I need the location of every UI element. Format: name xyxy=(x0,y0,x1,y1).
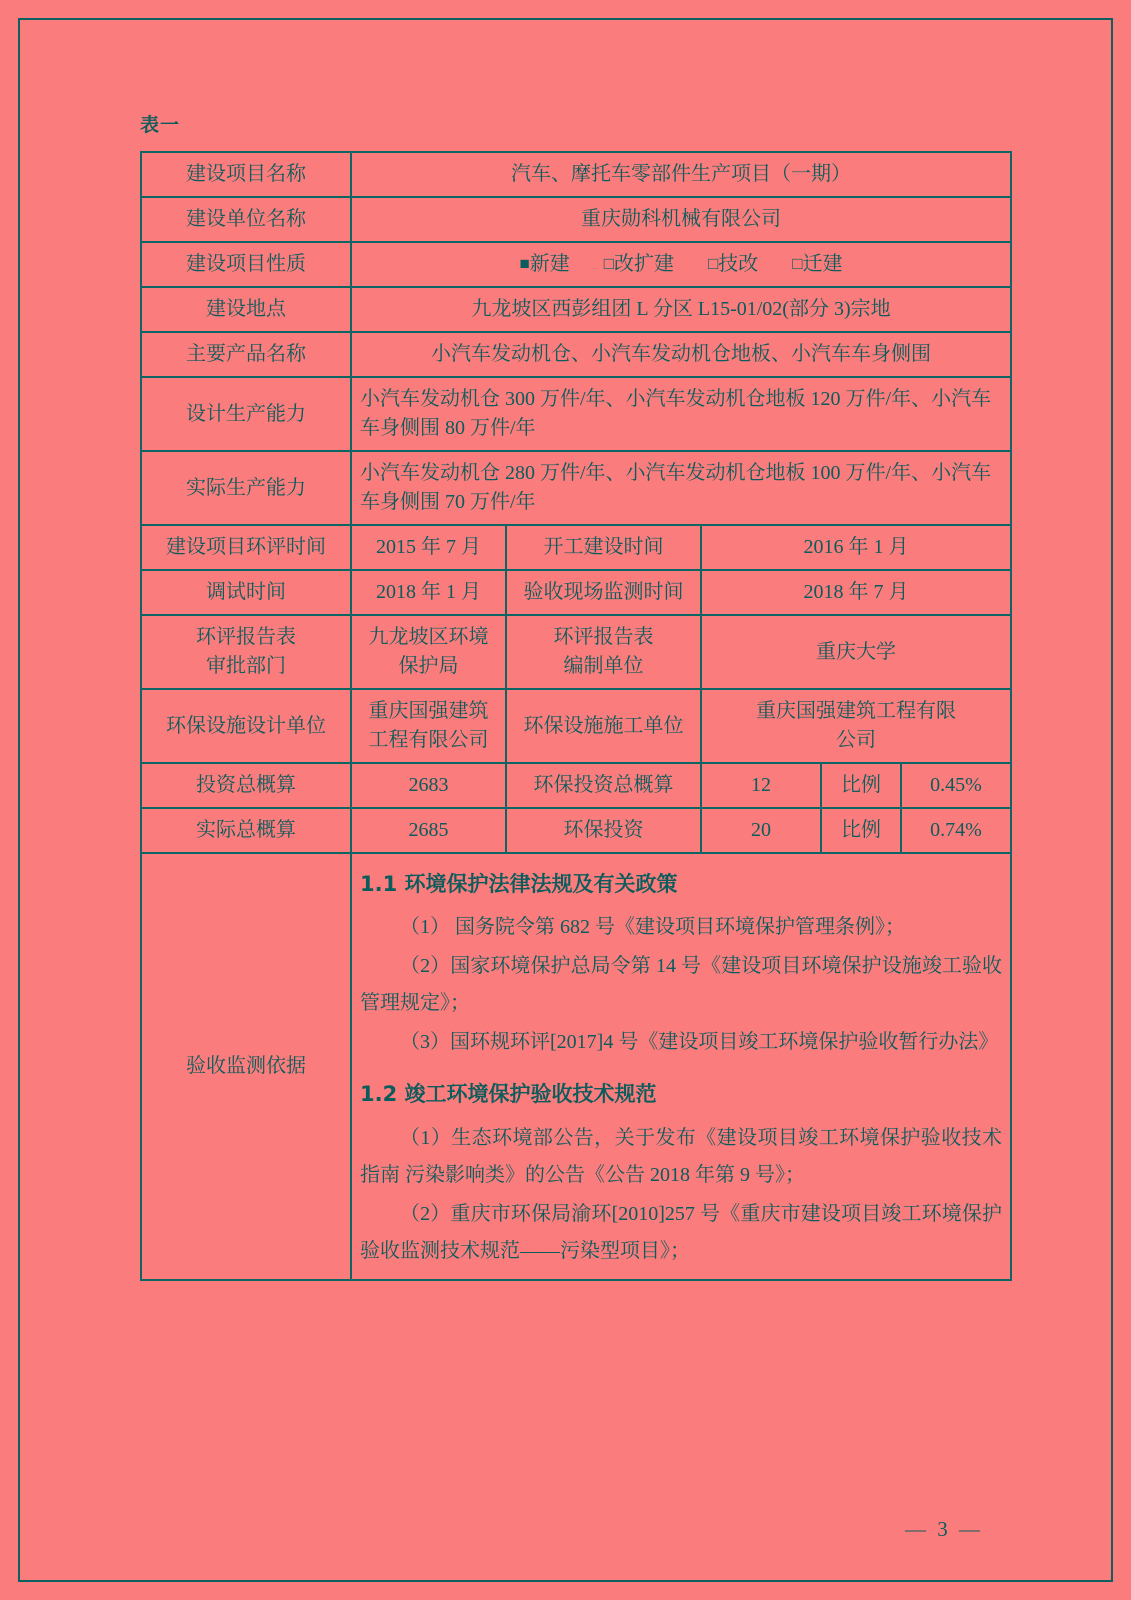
table-row xyxy=(141,332,1011,377)
table-row xyxy=(141,570,1011,615)
total-budget-value: 2683 xyxy=(351,763,506,808)
basis-label: 验收监测依据 xyxy=(141,853,351,1280)
section-1-1-item-1: （1） 国务院令第 682 号《建设项目环境保护管理条例》； xyxy=(400,916,905,939)
site-value: 九龙坡区西彭组团 L 分区 L15-01/02(部分 3)宗地 xyxy=(351,287,1011,332)
start-time-value: 2016 年 1 月 xyxy=(701,525,1011,570)
ratio-label-2: 比例 xyxy=(821,808,901,853)
document-content xyxy=(140,110,1003,1281)
env-budget-value: 12 xyxy=(701,763,821,808)
env-construct-label: 环保设施施工单位 xyxy=(506,689,701,763)
checkbox-expand-empty[interactable]: □ xyxy=(603,254,615,273)
design-capacity-label: 设计生产能力 xyxy=(141,377,351,451)
product-value: 小汽车发动机仓、小汽车发动机仓地板、小汽车车身侧围 xyxy=(351,332,1011,377)
env-budget-label: 环保投资总概算 xyxy=(506,763,701,808)
table-row xyxy=(141,763,1011,808)
checkbox-new-label: 新建 xyxy=(529,253,570,275)
table-row xyxy=(141,287,1011,332)
table-row xyxy=(141,853,1011,1280)
site-label: 建设地点 xyxy=(141,287,351,332)
actual-capacity-value: 小汽车发动机仓 280 万件/年、小汽车发动机仓地板 100 万件/年、小汽车车身侧围 70 万件/年 xyxy=(351,451,1011,525)
design-capacity-value: 小汽车发动机仓 300 万件/年、小汽车发动机仓地板 120 万件/年、小汽车车身侧围 80 万件/年 xyxy=(351,377,1011,451)
approval-dept-label: 环评报告表 审批部门 xyxy=(141,615,351,689)
table-row xyxy=(141,152,1011,197)
eia-time-label: 建设项目环评时间 xyxy=(141,525,351,570)
checkbox-techmod-label: 技改 xyxy=(718,253,759,275)
product-label: 主要产品名称 xyxy=(141,332,351,377)
page-number: — 3 — xyxy=(905,1517,983,1541)
table-row xyxy=(141,451,1011,525)
project-nature-options xyxy=(351,242,1011,287)
table-row xyxy=(141,689,1011,763)
table-row xyxy=(141,197,1011,242)
table-row xyxy=(141,615,1011,689)
section-1-2-title: 1.2 竣工环境保护验收技术规范 xyxy=(360,1082,657,1107)
start-time-label: 开工建设时间 xyxy=(506,525,701,570)
checkbox-relocate-empty[interactable]: □ xyxy=(792,254,803,273)
checkbox-new-filled[interactable]: ■ xyxy=(519,254,530,273)
checkbox-expand-label: 改扩建 xyxy=(614,253,675,275)
ratio-value-1: 0.45% xyxy=(901,763,1011,808)
table-row xyxy=(141,808,1011,853)
section-1-1-title: 1.1 环境保护法律法规及有关政策 xyxy=(360,872,678,896)
env-design-label: 环保设施设计单位 xyxy=(141,689,351,763)
approval-dept-value: 九龙坡区环境 保护局 xyxy=(351,615,506,689)
env-construct-value: 重庆国强建筑工程有限 公司 xyxy=(701,689,1011,763)
actual-total-value: 2685 xyxy=(351,808,506,853)
env-invest-value: 20 xyxy=(701,808,821,853)
project-nature-label: 建设项目性质 xyxy=(141,242,351,287)
table-row xyxy=(141,377,1011,451)
table-row xyxy=(141,525,1011,570)
section-1-1-item-2: （2）国家环境保护总局令第 14 号《建设项目环境保护设施竣工验收管理规定》； xyxy=(360,955,1003,1015)
eia-time-value: 2015 年 7 月 xyxy=(351,525,506,570)
sheet-label: 表一 xyxy=(140,115,181,136)
compile-unit-label: 环评报告表 编制单位 xyxy=(506,615,701,689)
section-1-2-item-1: （1）生态环境部公告，关于发布《建设项目竣工环境保护验收技术指南 污染影响类》的公告《公告 2018 年第 9 号》； xyxy=(360,1126,1003,1186)
project-name-value: 汽车、摩托车零部件生产项目（一期） xyxy=(351,152,1011,197)
project-name-label: 建设项目名称 xyxy=(141,152,351,197)
project-summary-table xyxy=(140,151,1012,1281)
monitor-time-label: 验收现场监测时间 xyxy=(506,570,701,615)
compile-unit-value: 重庆大学 xyxy=(701,615,1011,689)
checkbox-techmod-empty[interactable]: □ xyxy=(708,254,719,273)
ratio-value-2: 0.74% xyxy=(901,808,1011,853)
debug-time-value: 2018 年 1 月 xyxy=(351,570,506,615)
actual-capacity-label: 实际生产能力 xyxy=(141,451,351,525)
section-1-2-item-2: （2）重庆市环保局渝环[2010]257 号《重庆市建设项目竣工环境保护验收监测技术规范——污染型项目》； xyxy=(360,1202,1003,1262)
unit-name-label: 建设单位名称 xyxy=(141,197,351,242)
actual-total-label: 实际总概算 xyxy=(141,808,351,853)
unit-name-value: 重庆勋科机械有限公司 xyxy=(351,197,1011,242)
table-row xyxy=(141,242,1011,287)
debug-time-label: 调试时间 xyxy=(141,570,351,615)
basis-content xyxy=(351,853,1011,1280)
ratio-label-1: 比例 xyxy=(821,763,901,808)
total-budget-label: 投资总概算 xyxy=(141,763,351,808)
section-1-1-item-3: （3）国环规环评[2017]4 号《建设项目竣工环境保护验收暂行办法》 xyxy=(400,1031,999,1054)
monitor-time-value: 2018 年 7 月 xyxy=(701,570,1011,615)
env-design-value: 重庆国强建筑 工程有限公司 xyxy=(351,689,506,763)
env-invest-label: 环保投资 xyxy=(506,808,701,853)
checkbox-relocate-label: 迁建 xyxy=(802,253,843,275)
